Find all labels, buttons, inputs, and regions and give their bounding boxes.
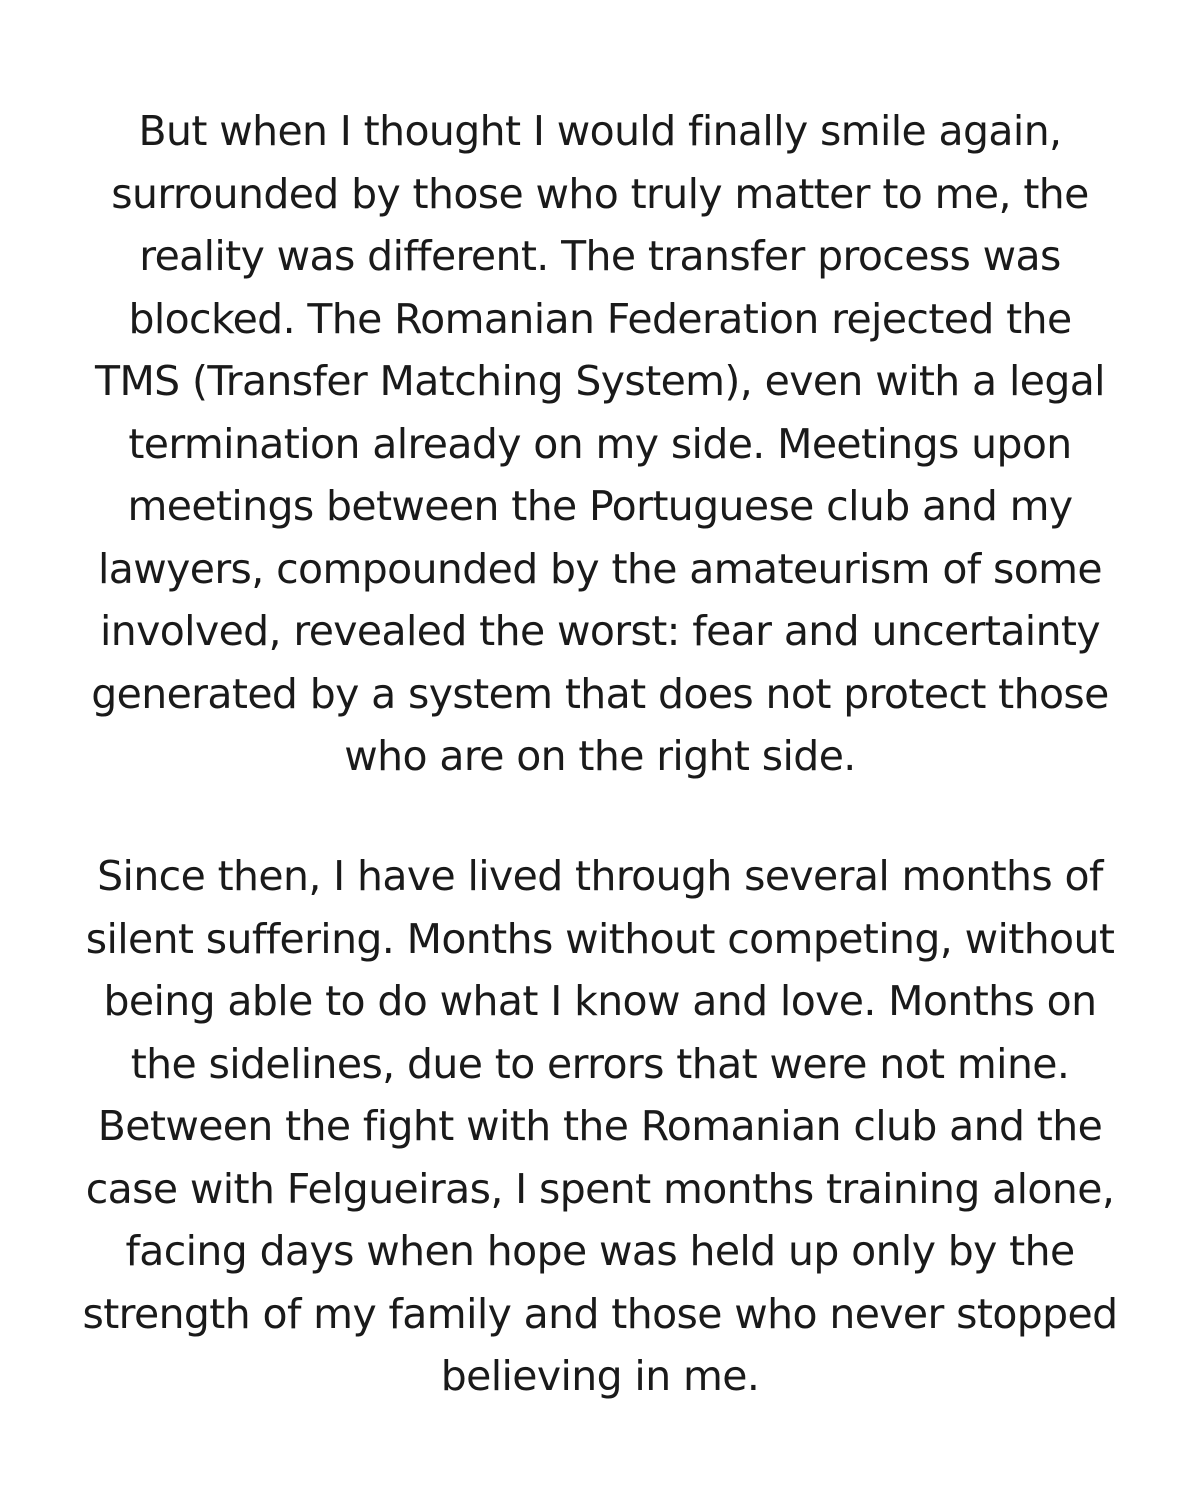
text-line: case with Felgueiras, I spent months training alone, <box>85 1164 1115 1213</box>
text-line: But when I thought I would finally smile again, <box>138 107 1062 155</box>
text-line: believing in me. <box>440 1352 760 1400</box>
text-line: blocked. The Romanian Federation rejected the <box>128 294 1072 343</box>
text-line: Between the fight with the Romanian club and the <box>97 1102 1103 1150</box>
text-line: surrounded by those who truly matter to me, the <box>111 169 1089 218</box>
text-line: reality was different. The transfer process was <box>139 232 1061 280</box>
text-line: generated by a system that does not protect those <box>91 669 1109 718</box>
text-line: strength of my family and those who never stopped <box>82 1289 1118 1338</box>
text-line: Since then, I have lived through several months of <box>97 852 1103 900</box>
text-line: involved, revealed the worst: fear and uncertainty <box>99 607 1100 655</box>
text-line: silent suffering. Months without competing, without <box>85 914 1115 963</box>
text-line: lawyers, compounded by the amateurism of some <box>97 544 1103 593</box>
text-line: TMS (Transfer Matching System), even with a legal <box>95 357 1105 405</box>
text-line: termination already on my side. Meetings upon <box>128 419 1072 468</box>
text-line: who are on the right side. <box>344 732 856 780</box>
text-line: meetings between the Portuguese club and my <box>127 482 1073 530</box>
text-line: facing days when hope was held up only by the <box>125 1227 1075 1275</box>
text-line: the sidelines, due to errors that were not mine. <box>130 1039 1070 1088</box>
paragraph-silent-suffering <box>0 845 1200 1408</box>
paragraph-transfer-blocked <box>0 100 1200 788</box>
text-line: being able to do what I know and love. Months on <box>103 977 1097 1025</box>
